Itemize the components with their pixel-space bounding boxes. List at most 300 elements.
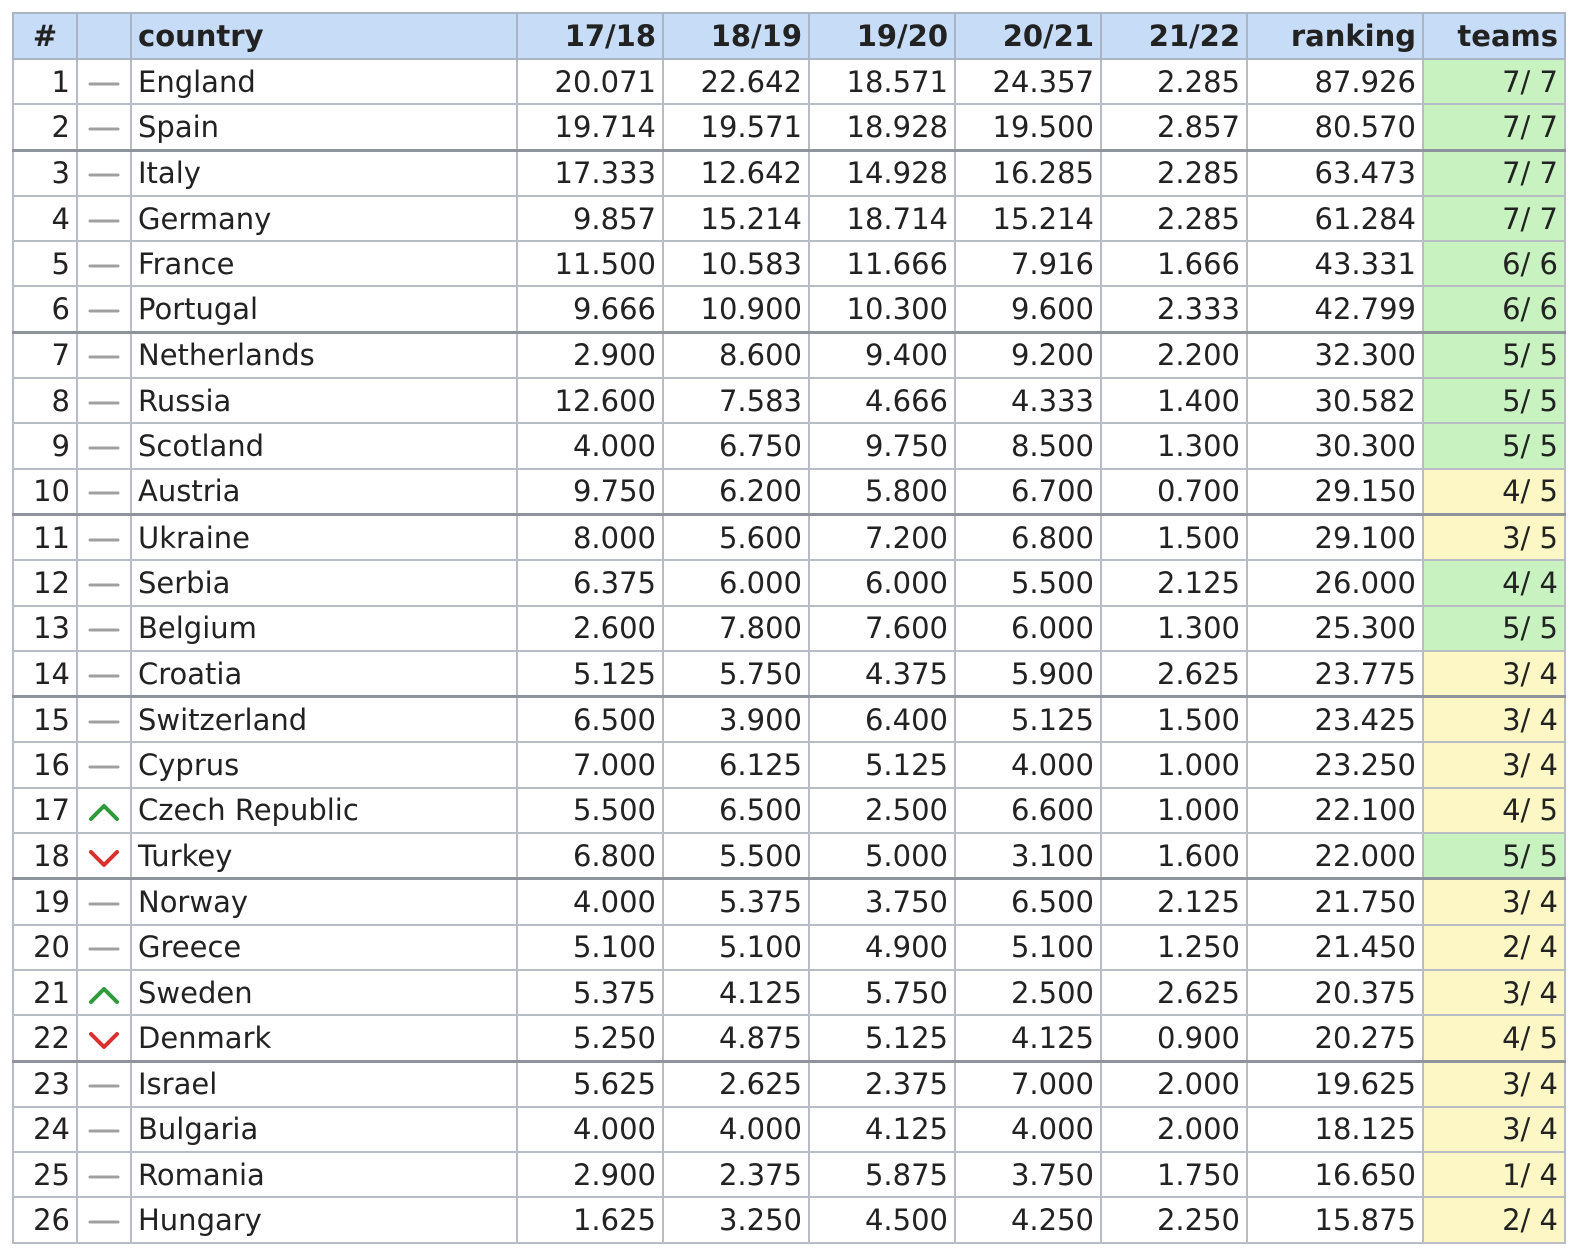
season-19-20-cell: 14.928 (809, 150, 955, 196)
country-cell[interactable]: Germany (131, 196, 517, 241)
header-trend[interactable] (77, 13, 131, 59)
rank-cell: 3 (13, 150, 77, 196)
season-18-19-cell: 4.875 (663, 1015, 809, 1061)
header-season-19-20[interactable]: 19/20 (809, 13, 955, 59)
ranking-cell: 21.450 (1247, 925, 1423, 970)
season-17-18-cell: 4.000 (517, 1107, 663, 1152)
table-row[interactable] (13, 651, 1565, 697)
header-season-17-18[interactable]: 17/18 (517, 13, 663, 59)
ranking-cell: 23.425 (1247, 697, 1423, 743)
table-row[interactable] (13, 423, 1565, 468)
season-18-19-cell: 6.500 (663, 788, 809, 833)
ranking-cell: 21.750 (1247, 879, 1423, 925)
country-cell[interactable]: Switzerland (131, 697, 517, 743)
country-cell[interactable]: Israel (131, 1061, 517, 1107)
season-17-18-cell: 6.800 (517, 833, 663, 879)
ranking-cell: 18.125 (1247, 1107, 1423, 1152)
ranking-cell: 19.625 (1247, 1061, 1423, 1107)
no-change-icon (87, 892, 121, 916)
season-21-22-cell: 2.625 (1101, 651, 1247, 697)
rank-cell: 24 (13, 1107, 77, 1152)
season-19-20-cell: 4.125 (809, 1107, 955, 1152)
season-20-21-cell: 8.500 (955, 423, 1101, 468)
header-season-18-19[interactable]: 18/19 (663, 13, 809, 59)
season-19-20-cell: 9.400 (809, 332, 955, 378)
no-change-icon (87, 481, 121, 505)
season-19-20-cell: 18.928 (809, 104, 955, 150)
ranking-cell: 42.799 (1247, 286, 1423, 332)
ranking-cell: 63.473 (1247, 150, 1423, 196)
season-17-18-cell: 1.625 (517, 1197, 663, 1242)
season-17-18-cell: 5.625 (517, 1061, 663, 1107)
season-19-20-cell: 4.666 (809, 378, 955, 423)
trend-up-icon (87, 800, 121, 824)
season-18-19-cell: 2.375 (663, 1152, 809, 1197)
season-17-18-cell: 5.100 (517, 925, 663, 970)
trend-cell (77, 1061, 131, 1107)
trend-cell (77, 1152, 131, 1197)
season-19-20-cell: 4.500 (809, 1197, 955, 1242)
season-21-22-cell: 2.125 (1101, 560, 1247, 605)
season-20-21-cell: 16.285 (955, 150, 1101, 196)
season-20-21-cell: 4.000 (955, 1107, 1101, 1152)
country-cell[interactable]: Spain (131, 104, 517, 150)
teams-cell: 2/ 4 (1423, 1197, 1565, 1242)
no-change-icon (87, 664, 121, 688)
country-cell[interactable]: Bulgaria (131, 1107, 517, 1152)
table-row[interactable] (13, 970, 1565, 1015)
season-20-21-cell: 19.500 (955, 104, 1101, 150)
season-18-19-cell: 5.100 (663, 925, 809, 970)
season-21-22-cell: 1.250 (1101, 925, 1247, 970)
season-19-20-cell: 9.750 (809, 423, 955, 468)
ranking-cell: 23.775 (1247, 651, 1423, 697)
season-17-18-cell: 17.333 (517, 150, 663, 196)
season-21-22-cell: 1.500 (1101, 697, 1247, 743)
teams-cell: 1/ 4 (1423, 1152, 1565, 1197)
season-18-19-cell: 4.125 (663, 970, 809, 1015)
rank-cell: 10 (13, 469, 77, 515)
rank-cell: 25 (13, 1152, 77, 1197)
rank-cell: 26 (13, 1197, 77, 1242)
rank-cell: 16 (13, 742, 77, 787)
season-18-19-cell: 2.625 (663, 1061, 809, 1107)
season-20-21-cell: 4.333 (955, 378, 1101, 423)
teams-cell: 2/ 4 (1423, 925, 1565, 970)
teams-cell: 5/ 5 (1423, 378, 1565, 423)
season-19-20-cell: 5.875 (809, 1152, 955, 1197)
season-19-20-cell: 7.600 (809, 606, 955, 651)
season-17-18-cell: 2.900 (517, 332, 663, 378)
trend-cell (77, 833, 131, 879)
trend-down-icon (87, 1028, 121, 1052)
country-cell[interactable]: Croatia (131, 651, 517, 697)
season-19-20-cell: 18.571 (809, 59, 955, 104)
season-18-19-cell: 5.375 (663, 879, 809, 925)
trend-cell (77, 1197, 131, 1242)
table-body (13, 59, 1565, 1243)
season-20-21-cell: 9.200 (955, 332, 1101, 378)
country-cell[interactable]: Denmark (131, 1015, 517, 1061)
table-row[interactable] (13, 788, 1565, 833)
table-row[interactable] (13, 104, 1565, 150)
country-cell[interactable]: Netherlands (131, 332, 517, 378)
country-cell[interactable]: Austria (131, 469, 517, 515)
no-change-icon (87, 710, 121, 734)
teams-cell: 5/ 5 (1423, 606, 1565, 651)
trend-cell (77, 742, 131, 787)
season-17-18-cell: 5.250 (517, 1015, 663, 1061)
season-17-18-cell: 9.666 (517, 286, 663, 332)
teams-cell: 4/ 5 (1423, 1015, 1565, 1061)
season-18-19-cell: 4.000 (663, 1107, 809, 1152)
trend-down-icon (87, 846, 121, 870)
season-21-22-cell: 2.333 (1101, 286, 1247, 332)
season-18-19-cell: 15.214 (663, 196, 809, 241)
season-18-19-cell: 7.583 (663, 378, 809, 423)
rank-cell: 7 (13, 332, 77, 378)
country-cell[interactable]: Ukraine (131, 514, 517, 560)
no-change-icon (87, 1165, 121, 1189)
season-20-21-cell: 5.500 (955, 560, 1101, 605)
season-17-18-cell: 6.500 (517, 697, 663, 743)
season-20-21-cell: 15.214 (955, 196, 1101, 241)
table-row[interactable] (13, 833, 1565, 879)
no-change-icon (87, 209, 121, 233)
season-19-20-cell: 5.800 (809, 469, 955, 515)
season-17-18-cell: 2.600 (517, 606, 663, 651)
season-21-22-cell: 1.666 (1101, 241, 1247, 286)
season-20-21-cell: 6.000 (955, 606, 1101, 651)
teams-cell: 7/ 7 (1423, 150, 1565, 196)
trend-cell (77, 196, 131, 241)
season-17-18-cell: 19.714 (517, 104, 663, 150)
table-row[interactable] (13, 1152, 1565, 1197)
season-21-22-cell: 0.900 (1101, 1015, 1247, 1061)
rank-cell: 1 (13, 59, 77, 104)
table-row[interactable] (13, 560, 1565, 605)
season-19-20-cell: 11.666 (809, 241, 955, 286)
season-19-20-cell: 3.750 (809, 879, 955, 925)
season-19-20-cell: 10.300 (809, 286, 955, 332)
trend-cell (77, 651, 131, 697)
table-row[interactable] (13, 1061, 1565, 1107)
season-21-22-cell: 1.300 (1101, 606, 1247, 651)
trend-cell (77, 879, 131, 925)
season-21-22-cell: 2.857 (1101, 104, 1247, 150)
trend-cell (77, 469, 131, 515)
trend-cell (77, 606, 131, 651)
trend-cell (77, 150, 131, 196)
season-18-19-cell: 19.571 (663, 104, 809, 150)
rank-cell: 21 (13, 970, 77, 1015)
no-change-icon (87, 528, 121, 552)
ranking-cell: 29.150 (1247, 469, 1423, 515)
trend-cell (77, 241, 131, 286)
season-21-22-cell: 2.200 (1101, 332, 1247, 378)
ranking-cell: 87.926 (1247, 59, 1423, 104)
season-20-21-cell: 6.800 (955, 514, 1101, 560)
table-header-row (13, 13, 1565, 59)
teams-cell: 4/ 5 (1423, 788, 1565, 833)
season-21-22-cell: 2.250 (1101, 1197, 1247, 1242)
season-20-21-cell: 3.750 (955, 1152, 1101, 1197)
table-row[interactable] (13, 606, 1565, 651)
ranking-cell: 30.582 (1247, 378, 1423, 423)
season-17-18-cell: 5.125 (517, 651, 663, 697)
season-21-22-cell: 2.285 (1101, 150, 1247, 196)
ranking-cell: 15.875 (1247, 1197, 1423, 1242)
season-21-22-cell: 2.000 (1101, 1107, 1247, 1152)
season-21-22-cell: 1.300 (1101, 423, 1247, 468)
country-cell[interactable]: Italy (131, 150, 517, 196)
country-cell[interactable]: France (131, 241, 517, 286)
ranking-cell: 20.275 (1247, 1015, 1423, 1061)
rank-cell: 6 (13, 286, 77, 332)
no-change-icon (87, 299, 121, 323)
header-country[interactable]: country (131, 13, 517, 59)
teams-cell: 5/ 5 (1423, 423, 1565, 468)
season-21-22-cell: 2.285 (1101, 196, 1247, 241)
rank-cell: 11 (13, 514, 77, 560)
table-row[interactable] (13, 196, 1565, 241)
no-change-icon (87, 937, 121, 961)
table-row[interactable] (13, 332, 1565, 378)
season-17-18-cell: 7.000 (517, 742, 663, 787)
ranking-cell: 26.000 (1247, 560, 1423, 605)
season-21-22-cell: 1.500 (1101, 514, 1247, 560)
rank-cell: 4 (13, 196, 77, 241)
teams-cell: 5/ 5 (1423, 332, 1565, 378)
header-teams[interactable]: teams (1423, 13, 1565, 59)
no-change-icon (87, 163, 121, 187)
season-18-19-cell: 5.600 (663, 514, 809, 560)
teams-cell: 7/ 7 (1423, 104, 1565, 150)
teams-cell: 3/ 4 (1423, 970, 1565, 1015)
season-20-21-cell: 2.500 (955, 970, 1101, 1015)
season-21-22-cell: 2.000 (1101, 1061, 1247, 1107)
ranking-cell: 32.300 (1247, 332, 1423, 378)
season-19-20-cell: 4.900 (809, 925, 955, 970)
season-18-19-cell: 12.642 (663, 150, 809, 196)
season-21-22-cell: 1.000 (1101, 788, 1247, 833)
season-20-21-cell: 24.357 (955, 59, 1101, 104)
table-row[interactable] (13, 1107, 1565, 1152)
rank-cell: 12 (13, 560, 77, 605)
season-20-21-cell: 5.125 (955, 697, 1101, 743)
ranking-cell: 30.300 (1247, 423, 1423, 468)
season-17-18-cell: 8.000 (517, 514, 663, 560)
teams-cell: 3/ 4 (1423, 879, 1565, 925)
trend-cell (77, 332, 131, 378)
ranking-cell: 22.000 (1247, 833, 1423, 879)
season-17-18-cell: 2.900 (517, 1152, 663, 1197)
season-19-20-cell: 7.200 (809, 514, 955, 560)
table-row[interactable] (13, 241, 1565, 286)
ranking-cell: 80.570 (1247, 104, 1423, 150)
teams-cell: 5/ 5 (1423, 833, 1565, 879)
season-20-21-cell: 6.500 (955, 879, 1101, 925)
ranking-cell: 16.650 (1247, 1152, 1423, 1197)
season-20-21-cell: 9.600 (955, 286, 1101, 332)
table-row[interactable] (13, 514, 1565, 560)
season-19-20-cell: 18.714 (809, 196, 955, 241)
ranking-cell: 61.284 (1247, 196, 1423, 241)
table-row[interactable] (13, 378, 1565, 423)
trend-cell (77, 1015, 131, 1061)
season-20-21-cell: 7.000 (955, 1061, 1101, 1107)
teams-cell: 3/ 4 (1423, 651, 1565, 697)
ranking-cell: 43.331 (1247, 241, 1423, 286)
teams-cell: 4/ 5 (1423, 469, 1565, 515)
rank-cell: 9 (13, 423, 77, 468)
rank-cell: 18 (13, 833, 77, 879)
season-17-18-cell: 9.750 (517, 469, 663, 515)
no-change-icon (87, 618, 121, 642)
no-change-icon (87, 436, 121, 460)
rank-cell: 8 (13, 378, 77, 423)
country-cell[interactable]: Norway (131, 879, 517, 925)
season-21-22-cell: 1.000 (1101, 742, 1247, 787)
season-19-20-cell: 2.500 (809, 788, 955, 833)
ranking-cell: 20.375 (1247, 970, 1423, 1015)
no-change-icon (87, 1210, 121, 1234)
season-21-22-cell: 1.750 (1101, 1152, 1247, 1197)
table-row[interactable] (13, 150, 1565, 196)
season-21-22-cell: 2.285 (1101, 59, 1247, 104)
season-18-19-cell: 5.750 (663, 651, 809, 697)
no-change-icon (87, 117, 121, 141)
rank-cell: 2 (13, 104, 77, 150)
rank-cell: 22 (13, 1015, 77, 1061)
table-row[interactable] (13, 742, 1565, 787)
season-17-18-cell: 20.071 (517, 59, 663, 104)
season-21-22-cell: 0.700 (1101, 469, 1247, 515)
season-18-19-cell: 6.000 (663, 560, 809, 605)
season-18-19-cell: 3.900 (663, 697, 809, 743)
no-change-icon (87, 391, 121, 415)
season-20-21-cell: 6.600 (955, 788, 1101, 833)
teams-cell: 3/ 5 (1423, 514, 1565, 560)
season-20-21-cell: 4.125 (955, 1015, 1101, 1061)
season-18-19-cell: 5.500 (663, 833, 809, 879)
country-cell[interactable]: Greece (131, 925, 517, 970)
trend-cell (77, 560, 131, 605)
teams-cell: 4/ 4 (1423, 560, 1565, 605)
country-cell[interactable]: Czech Republic (131, 788, 517, 833)
header-ranking[interactable]: ranking (1247, 13, 1423, 59)
teams-cell: 3/ 4 (1423, 1061, 1565, 1107)
country-cell[interactable]: Belgium (131, 606, 517, 651)
season-19-20-cell: 4.375 (809, 651, 955, 697)
season-18-19-cell: 10.900 (663, 286, 809, 332)
table-row[interactable] (13, 879, 1565, 925)
no-change-icon (87, 345, 121, 369)
teams-cell: 7/ 7 (1423, 196, 1565, 241)
country-cell[interactable]: England (131, 59, 517, 104)
season-20-21-cell: 4.000 (955, 742, 1101, 787)
trend-cell (77, 514, 131, 560)
no-change-icon (87, 1074, 121, 1098)
season-20-21-cell: 6.700 (955, 469, 1101, 515)
table-row[interactable] (13, 1197, 1565, 1242)
table-row[interactable] (13, 59, 1565, 104)
country-cell[interactable]: Scotland (131, 423, 517, 468)
country-cell[interactable]: Turkey (131, 833, 517, 879)
trend-cell (77, 59, 131, 104)
teams-cell: 3/ 4 (1423, 742, 1565, 787)
country-cell[interactable]: Hungary (131, 1197, 517, 1242)
no-change-icon (87, 254, 121, 278)
season-20-21-cell: 3.100 (955, 833, 1101, 879)
season-19-20-cell: 5.750 (809, 970, 955, 1015)
rank-cell: 5 (13, 241, 77, 286)
season-21-22-cell: 2.125 (1101, 879, 1247, 925)
ranking-table (12, 12, 1566, 1244)
trend-up-icon (87, 983, 121, 1007)
rank-cell: 23 (13, 1061, 77, 1107)
table-row[interactable] (13, 469, 1565, 515)
season-17-18-cell: 11.500 (517, 241, 663, 286)
table-row[interactable] (13, 697, 1565, 743)
season-18-19-cell: 3.250 (663, 1197, 809, 1242)
rank-cell: 20 (13, 925, 77, 970)
trend-cell (77, 697, 131, 743)
teams-cell: 6/ 6 (1423, 286, 1565, 332)
season-17-18-cell: 12.600 (517, 378, 663, 423)
season-20-21-cell: 5.100 (955, 925, 1101, 970)
country-cell[interactable]: Portugal (131, 286, 517, 332)
country-cell[interactable]: Sweden (131, 970, 517, 1015)
trend-cell (77, 970, 131, 1015)
season-17-18-cell: 5.500 (517, 788, 663, 833)
season-20-21-cell: 7.916 (955, 241, 1101, 286)
season-19-20-cell: 6.000 (809, 560, 955, 605)
season-17-18-cell: 5.375 (517, 970, 663, 1015)
trend-cell (77, 788, 131, 833)
season-20-21-cell: 4.250 (955, 1197, 1101, 1242)
rank-cell: 13 (13, 606, 77, 651)
country-cell[interactable]: Romania (131, 1152, 517, 1197)
header-season-20-21[interactable]: 20/21 (955, 13, 1101, 59)
season-18-19-cell: 6.750 (663, 423, 809, 468)
header-season-21-22[interactable]: 21/22 (1101, 13, 1247, 59)
country-cell[interactable]: Russia (131, 378, 517, 423)
table-row[interactable] (13, 286, 1565, 332)
no-change-icon (87, 1119, 121, 1143)
season-17-18-cell: 9.857 (517, 196, 663, 241)
season-21-22-cell: 1.600 (1101, 833, 1247, 879)
season-19-20-cell: 2.375 (809, 1061, 955, 1107)
country-cell[interactable]: Cyprus (131, 742, 517, 787)
season-17-18-cell: 6.375 (517, 560, 663, 605)
trend-cell (77, 378, 131, 423)
season-18-19-cell: 8.600 (663, 332, 809, 378)
no-change-icon (87, 72, 121, 96)
table-row[interactable] (13, 925, 1565, 970)
season-19-20-cell: 5.000 (809, 833, 955, 879)
rank-cell: 17 (13, 788, 77, 833)
table-row[interactable] (13, 1015, 1565, 1061)
season-17-18-cell: 4.000 (517, 879, 663, 925)
trend-cell (77, 925, 131, 970)
season-18-19-cell: 7.800 (663, 606, 809, 651)
header-rank[interactable]: # (13, 13, 77, 59)
teams-cell: 3/ 4 (1423, 697, 1565, 743)
country-cell[interactable]: Serbia (131, 560, 517, 605)
season-17-18-cell: 4.000 (517, 423, 663, 468)
season-18-19-cell: 6.125 (663, 742, 809, 787)
